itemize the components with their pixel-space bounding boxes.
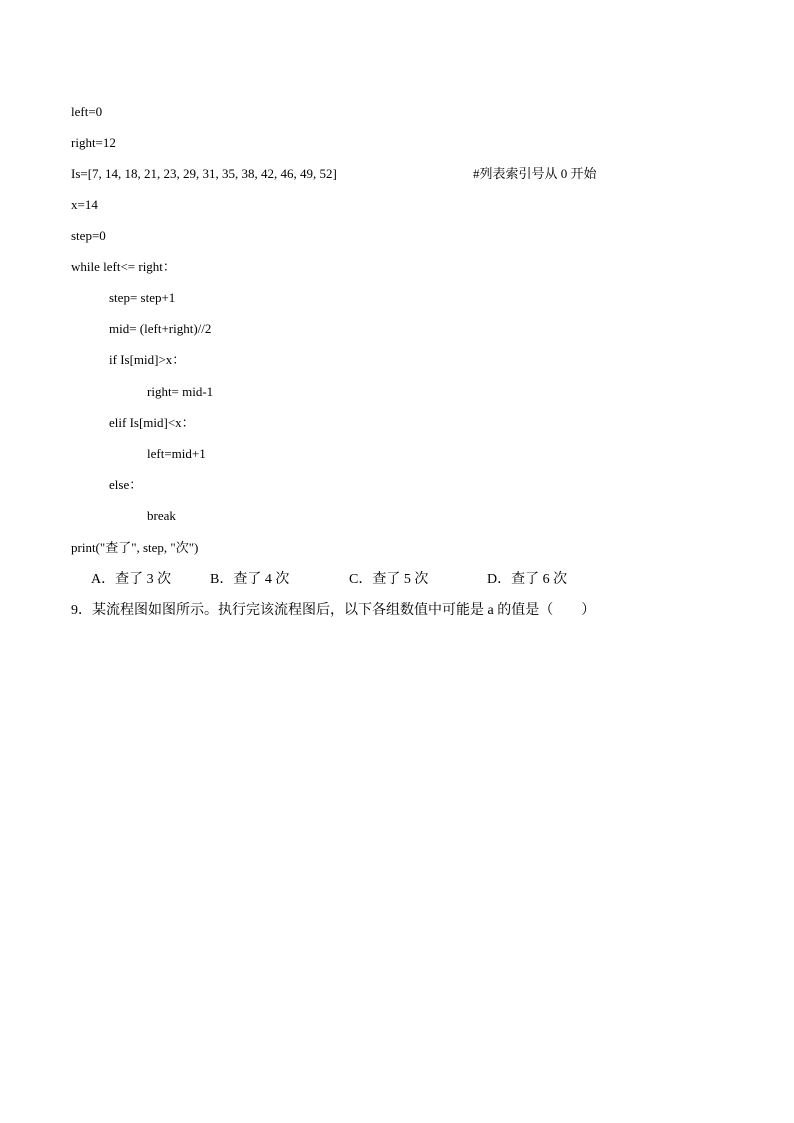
option-c: C．查了 5 次 [349, 572, 429, 587]
code-line-elif: elif Is[mid]<x： [109, 415, 195, 430]
option-d: D．查了 6 次 [487, 572, 568, 587]
code-line-if: if Is[mid]>x： [109, 352, 186, 367]
option-b: B．查了 4 次 [210, 572, 290, 587]
code-line-while: while left<= right： [71, 259, 176, 274]
code-line-step-init: step=0 [71, 228, 106, 243]
code-line-print: print("查了", step, "次") [71, 540, 199, 555]
code-line-mid: mid= (left+right)//2 [109, 321, 212, 336]
code-line-x-init: x=14 [71, 197, 98, 212]
code-line-right-update: right= mid-1 [147, 384, 214, 399]
code-line-step-increment: step= step+1 [109, 290, 176, 305]
code-comment-index: #列表索引号从 0 开始 [473, 166, 597, 181]
code-line-else: else： [109, 477, 143, 492]
code-line-list-init: Is=[7, 14, 18, 21, 23, 29, 31, 35, 38, 42, 46, 49, 52] [71, 166, 337, 181]
code-line-left-init: left=0 [71, 104, 103, 119]
question-9: 9．某流程图如图所示。执行完该流程图后，以下各组数值中可能是 a 的值是（ ） [71, 603, 596, 618]
code-line-right-init: right=12 [71, 135, 116, 150]
code-line-left-update: left=mid+1 [147, 446, 206, 461]
code-line-break: break [147, 508, 176, 523]
option-a: A．查了 3 次 [91, 572, 172, 587]
